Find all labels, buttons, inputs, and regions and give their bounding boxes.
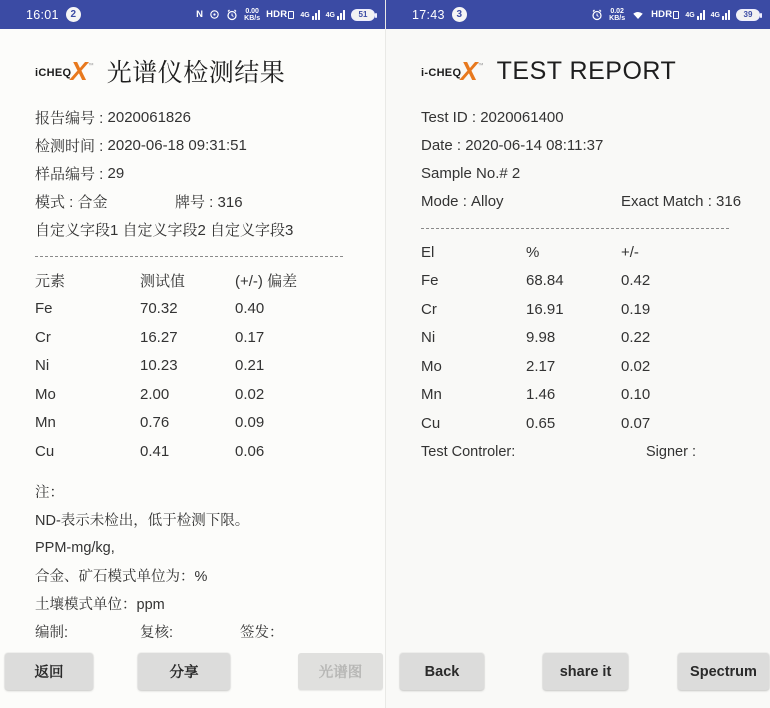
- back-button[interactable]: 返回: [5, 653, 93, 690]
- trademark-symbol: ™: [477, 63, 484, 69]
- speed-value: 0.00: [245, 7, 259, 15]
- field-sample-no: 样品编号 : 29: [35, 164, 125, 183]
- report-screen-english: [385, 0, 770, 708]
- notification-badge: 2: [66, 7, 81, 22]
- statusbar-right: [386, 0, 770, 29]
- report-content-right: [386, 29, 770, 466]
- note-line: 土壤模式单位：ppm: [35, 597, 165, 613]
- test-controller-label: Test Controler:: [421, 443, 516, 460]
- back-button[interactable]: Back: [400, 653, 484, 690]
- signal-sim1-icon: 4G: [685, 10, 704, 20]
- table-row: Mn 1.46 0.10: [421, 386, 651, 404]
- logo-x-mark: X: [70, 56, 88, 86]
- icheq-logo: i-CHEQ X ™: [421, 56, 484, 86]
- note-line: 注：: [35, 485, 64, 501]
- table-row: Mn 0.76 0.09: [35, 414, 265, 432]
- table-row: Fe 70.32 0.40: [35, 300, 265, 318]
- statusbar-right-cluster: [591, 8, 760, 22]
- table-row: Cr 16.27 0.17: [35, 328, 265, 346]
- trademark-symbol: ™: [87, 63, 94, 69]
- page-title: 光谱仪检测结果: [106, 59, 286, 87]
- icheq-logo: iCHEQ X ™: [35, 56, 94, 86]
- network-speed-indicator: [609, 8, 625, 22]
- notification-badge: 3: [452, 7, 467, 22]
- spectrum-button[interactable]: Spectrum: [678, 653, 769, 690]
- field-sample-no: Sample No.# 2: [421, 164, 521, 182]
- battery-icon: [351, 9, 375, 21]
- location-icon: [209, 9, 220, 20]
- speed-unit: KB/s: [609, 14, 626, 22]
- battery-icon: [736, 9, 760, 21]
- table-row: Cr 16.91 0.19: [421, 300, 651, 318]
- field-test-id: Test ID : 2020061400: [421, 108, 564, 126]
- logo-x-mark: X: [460, 56, 478, 86]
- signal-sim1-icon: 4G: [300, 10, 319, 20]
- battery-percent: 39: [743, 10, 753, 19]
- table-header: El % +/-: [421, 243, 639, 261]
- statusbar-left: [0, 0, 385, 29]
- signoff-row: [421, 438, 756, 466]
- table-row: Cu 0.65 0.07: [421, 414, 651, 432]
- field-mode-grade: 模式 : 合金 牌号 : 316: [35, 193, 243, 211]
- spectrum-button[interactable]: 光谱图: [298, 653, 383, 690]
- issued-by-label: 签发：: [240, 625, 284, 641]
- field-test-time: 检测时间 : 2020-06-18 09:31:51: [35, 136, 247, 155]
- hdr-icon: HDR: [266, 9, 294, 20]
- table-row: Mo 2.17 0.02: [421, 357, 651, 375]
- field-custom: 自定义字段1 自定义字段2 自定义字段3: [35, 221, 294, 239]
- table-row: Ni 9.98 0.22: [421, 329, 651, 347]
- share-button[interactable]: 分享: [138, 653, 230, 690]
- reviewed-by-label: 复核:: [140, 625, 174, 641]
- speed-unit: KB/s: [244, 14, 261, 22]
- clock-time: 16:01: [26, 7, 59, 22]
- field-report-id: 报告编号 : 2020061826: [35, 108, 191, 127]
- prepared-by-label: 编制:: [35, 625, 69, 641]
- alarm-icon: [591, 9, 603, 21]
- dashed-divider: [35, 256, 343, 257]
- hdr-icon: HDR: [651, 9, 679, 20]
- nfc-icon: N: [196, 9, 204, 20]
- alarm-icon: [226, 9, 238, 21]
- share-button[interactable]: share it: [543, 653, 628, 690]
- note-line: ND-表示未检出，低于检测下限。: [35, 513, 250, 529]
- dashed-divider: [421, 228, 729, 229]
- table-row: Ni 10.23 0.21: [35, 357, 265, 375]
- note-line: 合金、矿石模式单位为：%: [35, 569, 208, 585]
- table-row: Cu 0.41 0.06: [35, 442, 265, 460]
- report-content-left: [0, 29, 385, 646]
- signal-sim2-icon: 4G: [711, 10, 730, 20]
- field-date: Date : 2020-06-14 08:11:37: [421, 136, 604, 154]
- battery-percent: 51: [358, 10, 368, 19]
- report-header-left: [35, 53, 371, 89]
- note-line: PPM-mg/kg,: [35, 539, 115, 556]
- clock-time: 17:43: [412, 7, 445, 22]
- signer-label: Signer :: [646, 443, 696, 460]
- field-mode-match: Mode : Alloy Exact Match : 316: [421, 192, 742, 210]
- table-row: Fe 68.84 0.42: [421, 272, 651, 290]
- table-header: 元素 测试值 (+/-) 偏差: [35, 272, 298, 290]
- network-speed-indicator: [244, 8, 260, 22]
- statusbar-right-cluster: [196, 8, 375, 22]
- speed-value: 0.02: [610, 7, 624, 15]
- statusbar-left-cluster: [26, 7, 81, 22]
- report-header-right: [421, 53, 756, 89]
- table-row: Mo 2.00 0.02: [35, 385, 265, 403]
- signal-sim2-icon: 4G: [326, 10, 345, 20]
- signoff-row: [35, 618, 371, 646]
- statusbar-left-cluster: [412, 7, 467, 22]
- wifi-icon: [631, 9, 645, 21]
- page-title: TEST REPORT: [496, 56, 677, 85]
